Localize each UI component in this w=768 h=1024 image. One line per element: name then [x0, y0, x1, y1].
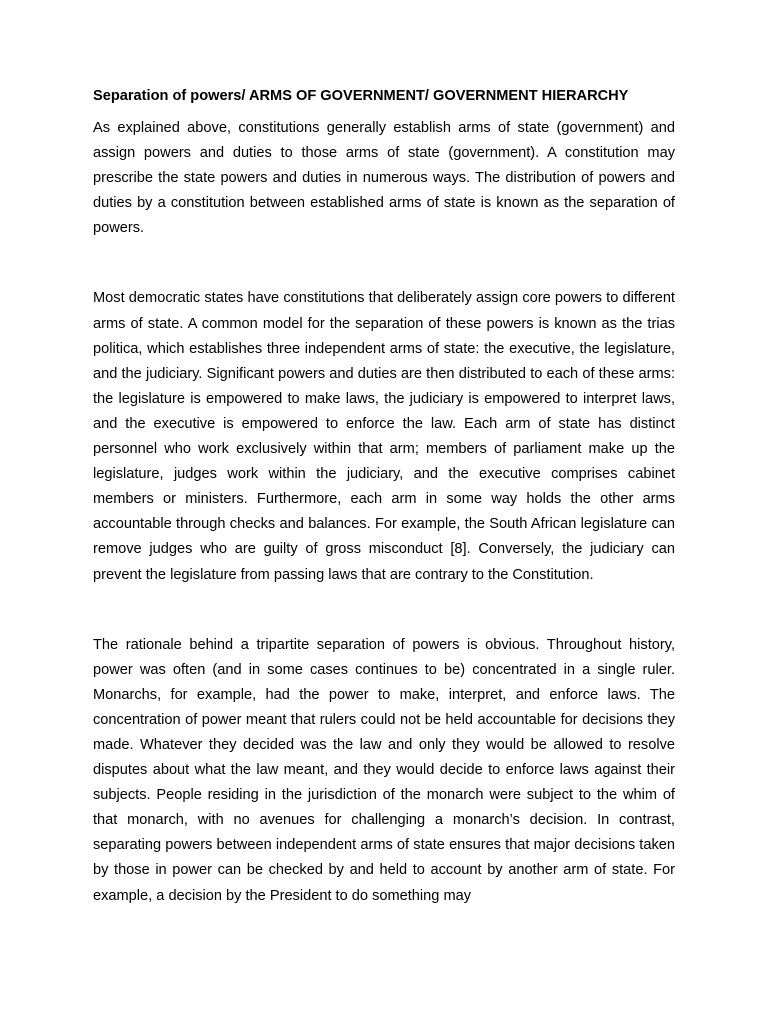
paragraph-rationale: The rationale behind a tripartite separation of powers is obvious. Throughout history, power was often (and in some cases continues to be) concentrated in a single ruler. Monarchs, for example, had the power to make, interpret, and enforce laws. The concentration of power meant that rulers could not be held accountable for decisions they made. Whatever they decided was the law and only they would be allowed to resolve disputes about what the law meant, and they would decide to enforce laws against their subjects. People residing in the jurisdiction of the monarch were subject to the whim of that monarch, with no avenues for challenging a monarch’s decision. In contrast, separating powers between independent arms of state ensures that major decisions taken by those in power can be checked by and held to account by another arm of state. For example, a decision by the President to do something may [93, 636, 675, 904]
paragraph-trias-politica: Most democratic states have constitutions that deliberately assign core powers to different arms of state. A common model for the separation of these powers is known as the trias politica, which establishes three independent arms of state: the executive, the legislature, and the judiciary. Significant powers and duties are then distributed to each of these arms: the legislature is empowered to make laws, the judiciary is empowered to interpret laws, and the executive is empowered to enforce the law. Each arm of state has distinct personnel who work exclusively within that arm; members of parliament make up the legislature, judges work within the judiciary, and the executive comprises cabinet members or ministers. Furthermore, each arm in some way holds the other arms accountable through checks and balances. For example, the South African legislature can remove judges who are guilty of gross misconduct [8]. Conversely, the judiciary can prevent the legislature from passing laws that are contrary to the Constitution. [93, 290, 675, 583]
section-heading: Separation of powers/ ARMS OF GOVERNMENT/ GOVERNMENT HIERARCHY [93, 88, 629, 104]
document-body [93, 85, 675, 909]
paragraph-intro: As explained above, constitutions generally establish arms of state (government) and assign powers and duties to those arms of state (government). A constitution may prescribe the state powers and duties in numerous ways. The distribution of powers and duties by a constitution between established arms of state is known as the separation of powers. [93, 120, 675, 237]
